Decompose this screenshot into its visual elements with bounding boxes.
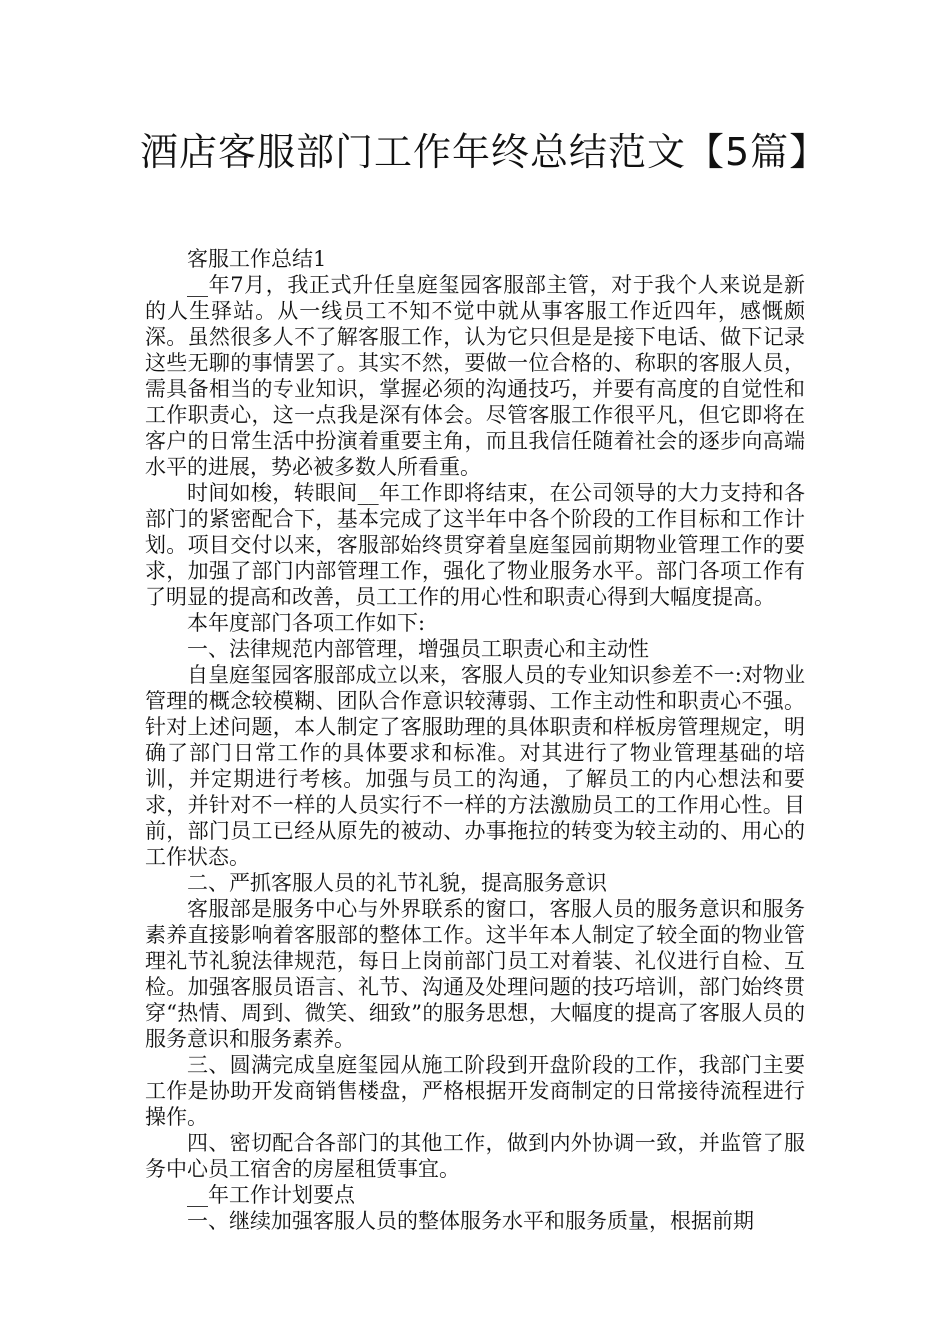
paragraph: __年7月，我正式升任皇庭玺园客服部主管，对于我个人来说是新的人生驿站。从一线员工不知不觉中就从事客服工作近四年，感慨颇深。虽然很多人不了解客服工作，认为它只但是是接下电话、做下记录这些无聊的事情罢了。其实不然，要做一位合格的、称职的客服人员，需具备相当的专业知识，掌握必须的沟通技巧，并要有高度的自觉性和工作职责心，这一点我是深有体会。尽管客服工作很平凡，但它即将在客户的日常生活中扮演着重要主角，而且我信任随着社会的逐步向高端水平的进展，势必被多数人所看重。 bbox=[145, 273, 805, 479]
paragraph: 客服部是服务中心与外界联系的窗口，客服人员的服务意识和服务素养直接影响着客服部的整体工作。这半年本人制定了较全面的物业管理礼节礼貌法律规范，每日上岗前部门员工对着装、礼仪进行自检、互检。加强客服员语言、礼节、沟通及处理问题的技巧培训，部门始终贯穿“热情、周到、微笑、细致”的服务思想，大幅度的提高了客服人员的服务意识和服务素养。 bbox=[145, 897, 805, 1051]
paragraph: 时间如梭，转眼间__年工作即将结束，在公司领导的大力支持和各部门的紧密配合下，基本完成了这半年中各个阶段的工作目标和工作计划。项目交付以来，客服部始终贯穿着皇庭玺园前期物业管理工作的要求，加强了部门内部管理工作，强化了物业服务水平。部门各项工作有了明显的提高和改善，员工工作的用心性和职责心得到大幅度提高。 bbox=[145, 481, 805, 609]
document-body bbox=[145, 246, 805, 1234]
section-heading: __年工作计划要点 bbox=[187, 1183, 355, 1207]
paragraph-heading-1: 客服工作总结1 bbox=[187, 247, 327, 271]
section-heading: 一、法律规范内部管理，增强员工职责心和主动性 bbox=[187, 637, 649, 661]
section-heading: 二、严抓客服人员的礼节礼貌，提高服务意识 bbox=[187, 871, 607, 895]
paragraph: 三、圆满完成皇庭玺园从施工阶段到开盘阶段的工作，我部门主要工作是协助开发商销售楼盘，严格根据开发商制定的日常接待流程进行操作。 bbox=[145, 1053, 805, 1129]
paragraph: 一、继续加强客服人员的整体服务水平和服务质量，根据前期 bbox=[187, 1209, 754, 1233]
paragraph: 四、密切配合各部门的其他工作，做到内外协调一致，并监管了服务中心员工宿舍的房屋租赁事宜。 bbox=[145, 1131, 805, 1181]
paragraph: 自皇庭玺园客服部成立以来，客服人员的专业知识参差不一:对物业管理的概念较模糊、团队合作意识较薄弱、工作主动性和职责心不强。针对上述问题，本人制定了客服助理的具体职责和样板房管理规定，明确了部门日常工作的具体要求和标准。对其进行了物业管理基础的培训，并定期进行考核。加强与员工的沟通，了解员工的内心想法和要求，并针对不一样的人员实行不一样的方法激励员工的工作用心性。目前，部门员工已经从原先的被动、办事拖拉的转变为较主动的、用心的工作状态。 bbox=[145, 663, 805, 869]
paragraph: 本年度部门各项工作如下: bbox=[187, 611, 426, 635]
document-title: 酒店客服部门工作年终总结范文【5篇】 bbox=[140, 130, 829, 174]
